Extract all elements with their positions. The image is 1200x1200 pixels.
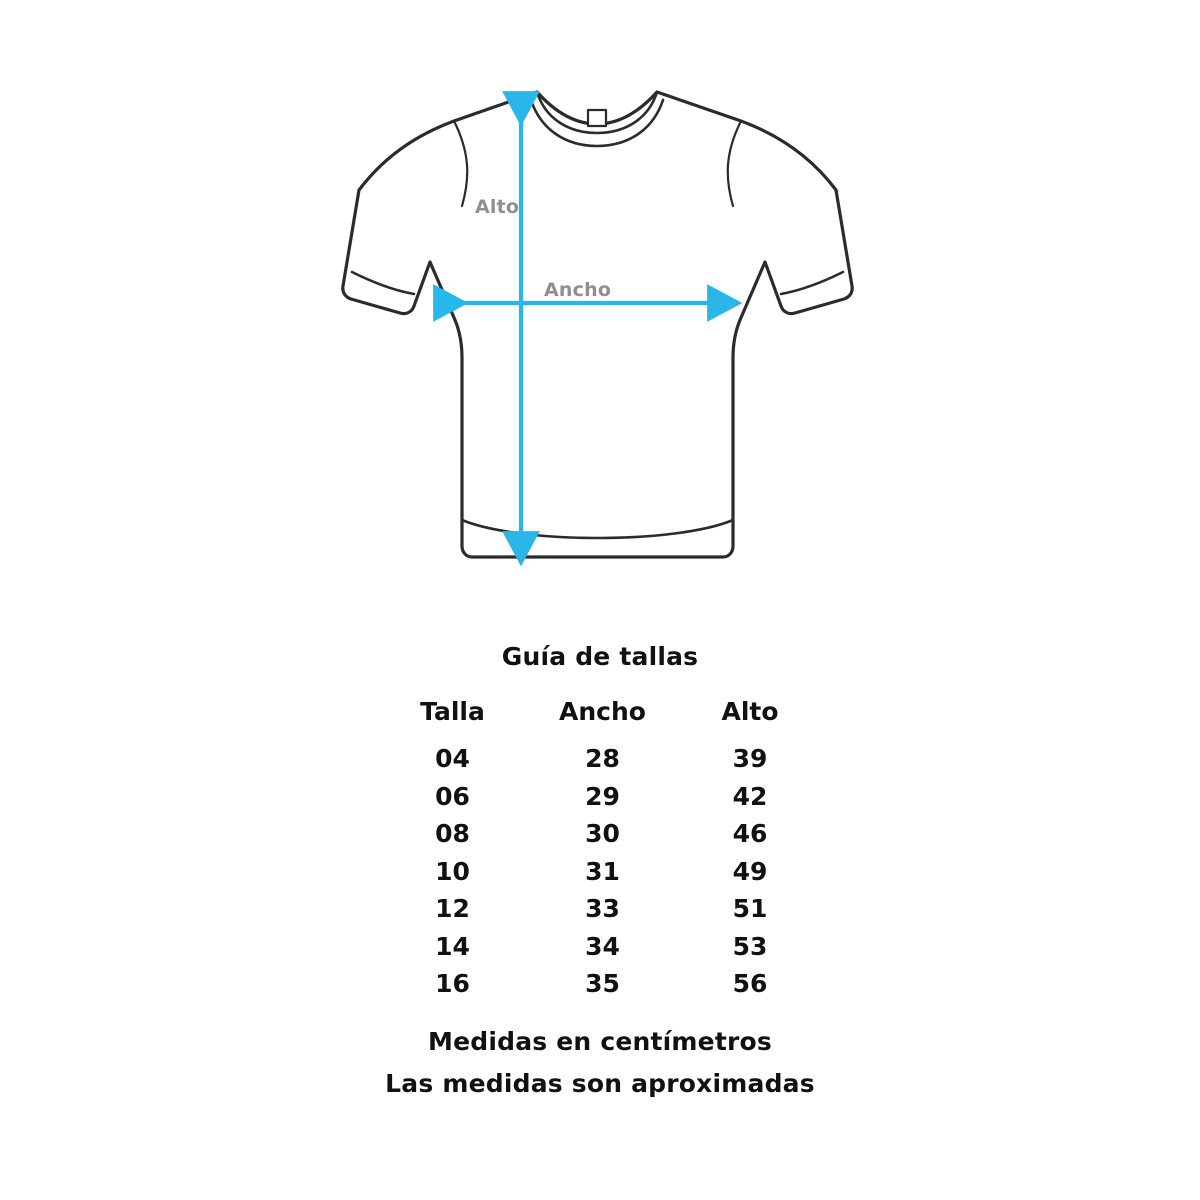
cell-talla: 12 (435, 894, 470, 923)
table-row (378, 928, 823, 966)
size-guide-table (378, 697, 823, 1003)
cell-alto: 42 (732, 781, 768, 811)
cell-ancho: 33 (585, 894, 620, 923)
table-row (378, 778, 823, 816)
cell-alto: 53 (732, 931, 768, 961)
table-row (378, 890, 823, 928)
cell-talla: 16 (435, 969, 470, 998)
note-approximate: Las medidas son aproximadas (385, 1068, 815, 1098)
table-row (378, 853, 823, 891)
cell-talla: 06 (435, 781, 470, 811)
cell-talla: 14 (435, 931, 470, 961)
cell-ancho: 31 (585, 856, 620, 886)
cell-talla: 04 (435, 744, 470, 773)
table-row (378, 815, 823, 853)
column-header-ancho: Ancho (559, 697, 646, 726)
cell-alto: 49 (732, 856, 768, 886)
table-row (378, 965, 823, 1003)
cell-alto: 39 (732, 744, 768, 773)
cell-ancho: 30 (585, 819, 620, 848)
size-guide-section (0, 620, 1200, 1098)
cell-ancho: 29 (585, 781, 620, 811)
cell-ancho: 34 (585, 931, 620, 961)
cell-alto: 51 (732, 894, 768, 923)
cell-alto: 46 (732, 819, 768, 848)
cell-alto: 56 (732, 969, 768, 998)
alto-dimension-label: Alto (475, 196, 520, 218)
cell-ancho: 28 (585, 744, 620, 773)
note-units: Medidas en centímetros (428, 1026, 772, 1056)
cell-ancho: 35 (585, 969, 620, 998)
table-row (378, 740, 823, 778)
ancho-dimension-label: Ancho (544, 279, 612, 301)
cell-talla: 08 (435, 819, 470, 848)
table-header-row (378, 697, 823, 740)
column-header-talla: Talla (420, 697, 485, 726)
column-header-alto: Alto (721, 697, 779, 726)
size-guide-title: Guía de tallas (501, 642, 699, 671)
cell-talla: 10 (435, 856, 470, 886)
